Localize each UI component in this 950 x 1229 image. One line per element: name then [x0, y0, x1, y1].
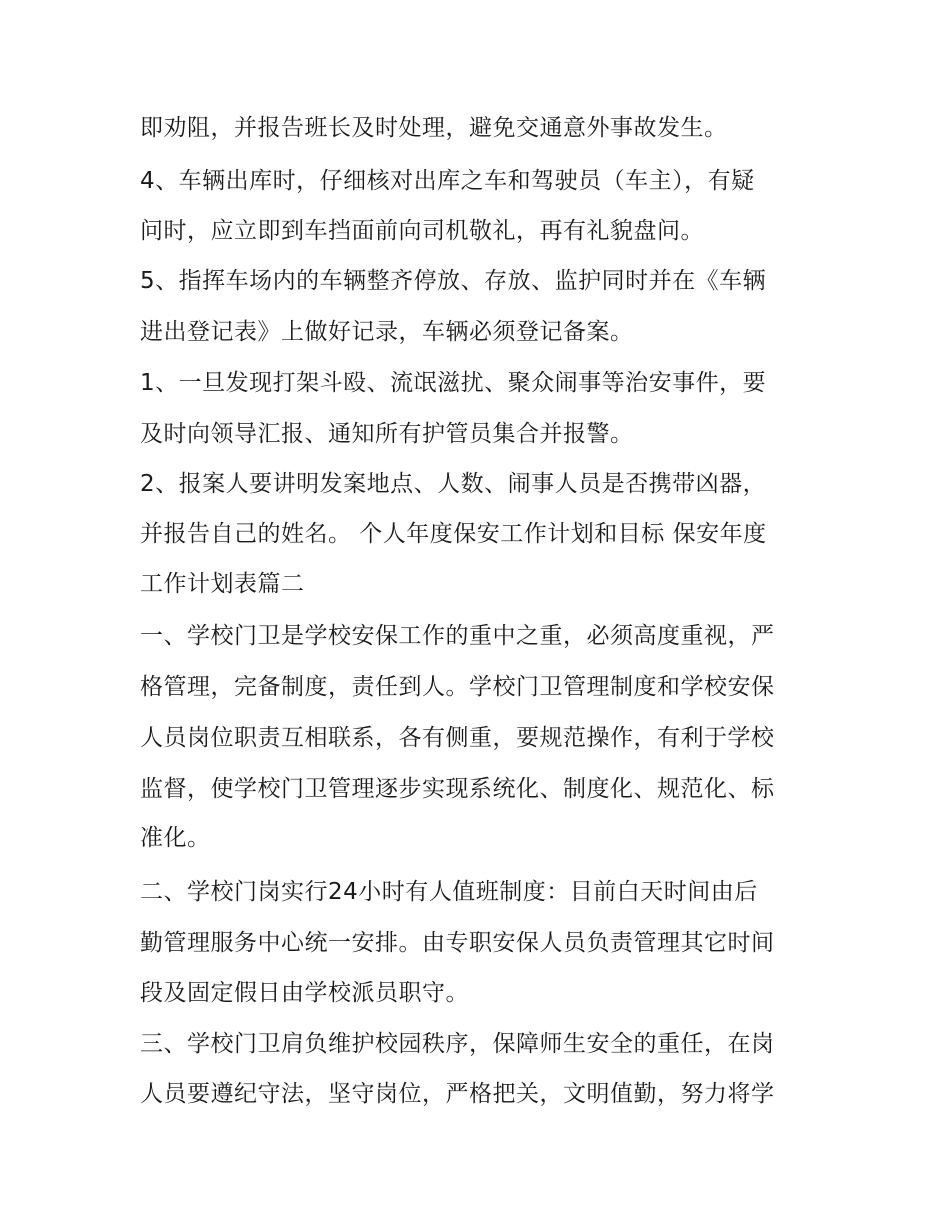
text-line: 格管理，完备制度，责任到人。学校门卫管理制度和学校安保 [140, 674, 775, 700]
text-line: 三、学校门卫肩负维护校园秩序，保障师生安全的重任，在岗 [140, 1031, 775, 1057]
text-line: 准化。 [140, 825, 211, 851]
text-line: 进出登记表》上做好记录，车辆必须登记备案。 [140, 319, 634, 345]
text-line: 一、学校门卫是学校安保工作的重中之重，必须高度重视，严 [140, 623, 775, 649]
text-line: 1、一旦发现打架斗殴、流氓滋扰、聚众闹事等治安事件，要 [140, 370, 767, 396]
text-line: 2、报案人要讲明发案地点、人数、闹事人员是否携带凶器， [140, 471, 767, 497]
text-line: 5、指挥车场内的车辆整齐停放、存放、监护同时并在《车辆 [140, 268, 767, 294]
text-line: 并报告自己的姓名。 个人年度保安工作计划和目标 保安年度 [140, 521, 767, 547]
text-line: 人员要遵纪守法，坚守岗位，严格把关，文明值勤，努力将学 [140, 1081, 775, 1107]
text-line: 及时向领导汇报、通知所有护管员集合并报警。 [140, 421, 634, 447]
text-line: 4、车辆出库时，仔细核对出库之车和驾驶员（车主），有疑 [140, 168, 755, 194]
text-line: 问时，应立即到车挡面前向司机敬礼，再有礼貌盘问。 [140, 218, 704, 244]
text-line: 段及固定假日由学校派员职守。 [140, 980, 469, 1006]
text-line: 勤管理服务中心统一安排。由专职安保人员负责管理其它时间 [140, 930, 775, 956]
text-line: 即劝阻，并报告班长及时处理，避免交通意外事故发生。 [140, 115, 728, 141]
text-line: 监督，使学校门卫管理逐步实现系统化、制度化、规范化、标 [140, 776, 775, 802]
text-line: 二、学校门岗实行24小时有人值班制度：目前白天时间由后 [140, 879, 758, 905]
text-line: 人员岗位职责互相联系，各有侧重，要规范操作，有利于学校 [140, 725, 775, 751]
text-line: 工作计划表篇二 [140, 571, 305, 597]
